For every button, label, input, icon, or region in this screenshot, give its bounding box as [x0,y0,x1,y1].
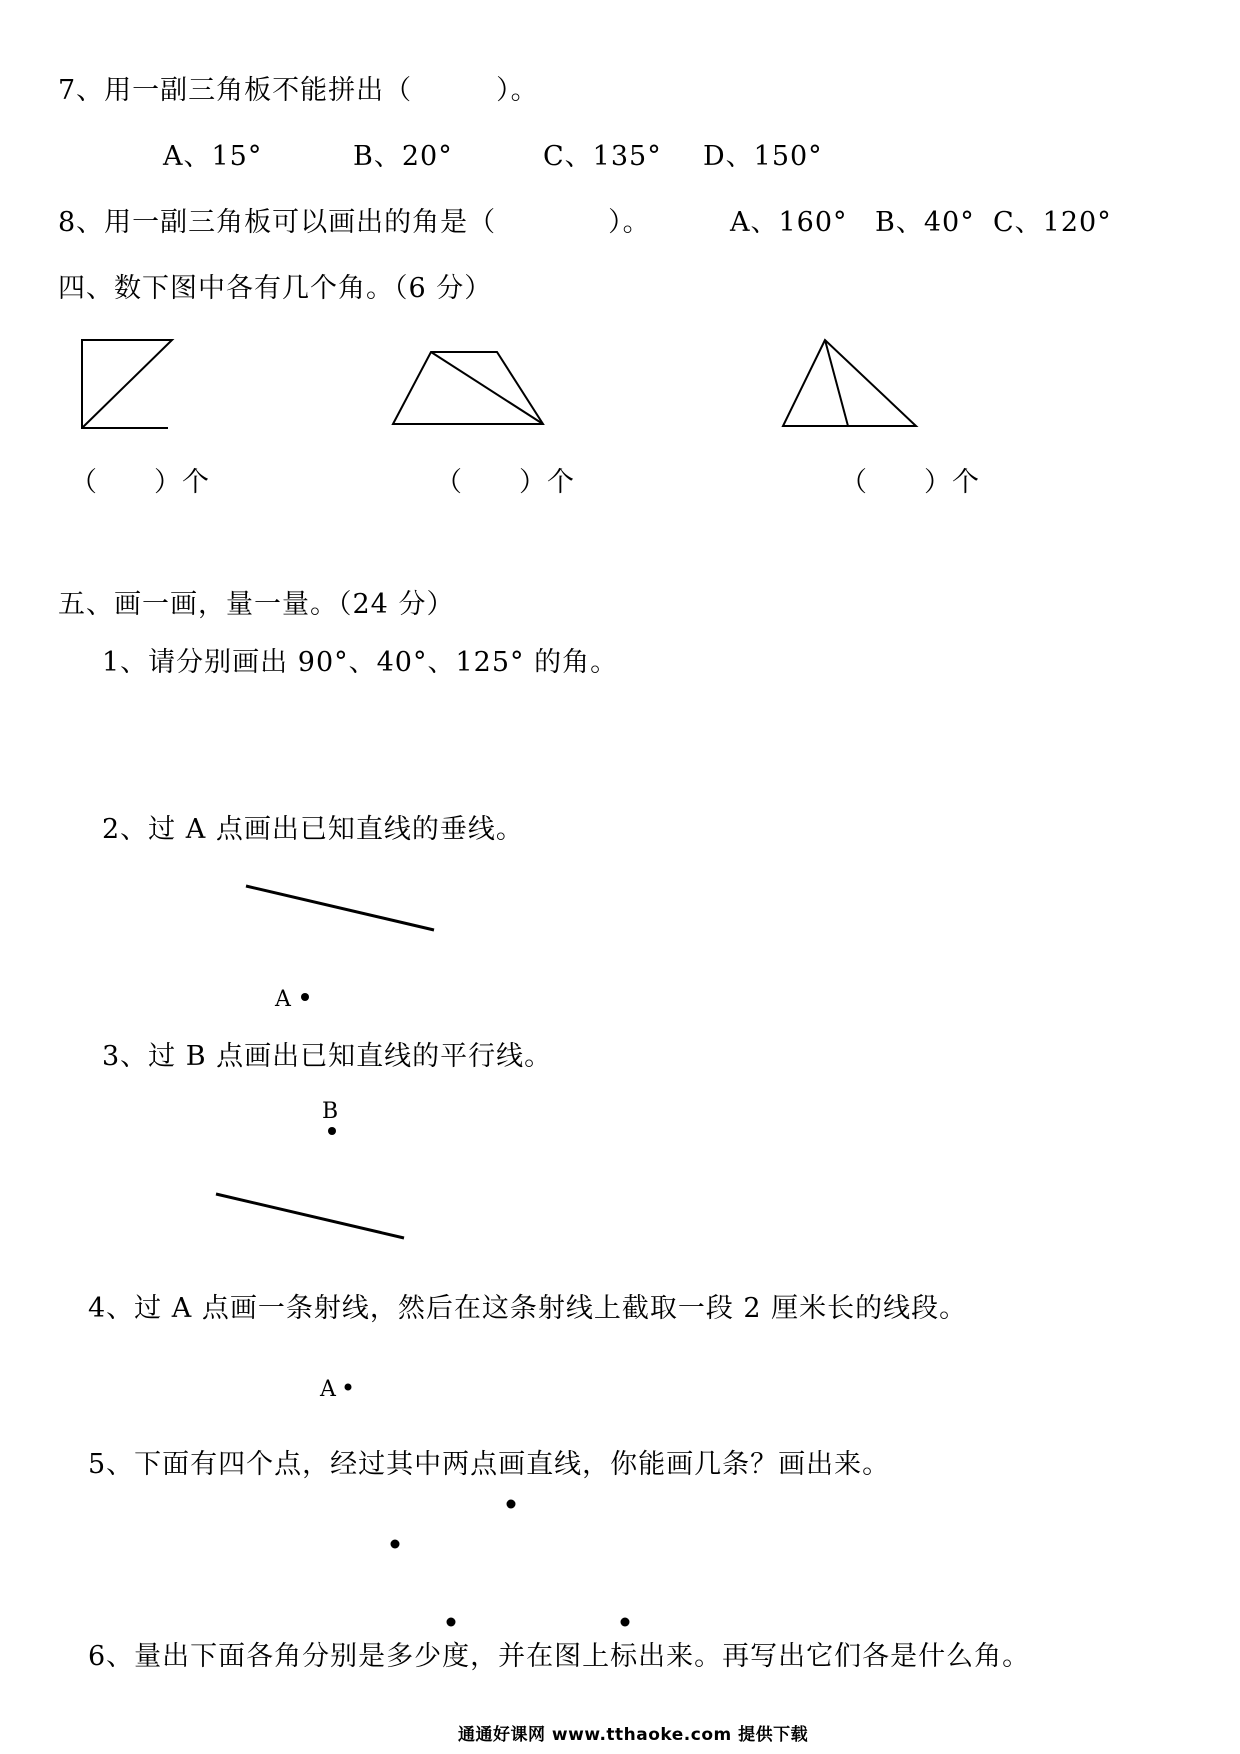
figure-3-answer-blank: （ ）个 [840,467,980,498]
point-a-q4 [341,1380,355,1394]
point-b-q3 [325,1124,339,1138]
question-7: 7、用一副三角板不能拼出（ ）。 [58,75,539,106]
question-8: 8、用一副三角板可以画出的角是（ ）。 [58,207,651,238]
point-a-label-q4: A [320,1377,337,1402]
q8-option-b: B、40° [875,207,975,238]
q7-option-c: C、135° [543,141,662,172]
given-line-q3 [210,1188,410,1248]
figure-2-answer-blank: （ ）个 [435,467,575,498]
section-5-item-1: 1、请分别画出 90°、40°、125° 的角。 [102,647,619,678]
square-with-diagonal-figure [70,330,180,440]
q8-option-a: A、160° [730,207,848,238]
section-5-item-4: 4、过 A 点画一条射线，然后在这条射线上截取一段 2 厘米长的线段。 [88,1293,968,1324]
triangle-with-line-figure [775,332,925,432]
q7-option-a: A、15° [163,141,263,172]
section-5-item-2: 2、过 A 点画出已知直线的垂线。 [102,814,524,845]
q7-option-d: D、150° [703,141,823,172]
point-a-q2 [298,990,312,1004]
q8-option-c: C、120° [993,207,1112,238]
point-b-label-q3: B [322,1099,340,1124]
section-5-item-5: 5、下面有四个点，经过其中两点画直线，你能画几条？画出来。 [88,1449,891,1480]
section-4-heading: 四、数下图中各有几个角。（6 分） [58,273,493,304]
trapezoid-with-diagonal-figure [385,340,555,430]
section-5-item-3: 3、过 B 点画出已知直线的平行线。 [102,1041,553,1072]
section-5-item-6: 6、量出下面各角分别是多少度，并在图上标出来。再写出它们各是什么角。 [88,1641,1031,1672]
page-footer: 通通好课网 www.tthaoke.com 提供下载 [458,1725,809,1745]
four-points-q5 [380,1490,640,1640]
q7-option-b: B、20° [353,141,453,172]
point-a-label-q2: A [275,987,292,1012]
figure-1-answer-blank: （ ）个 [70,467,210,498]
given-line-q2 [240,880,440,940]
section-5-heading: 五、画一画，量一量。（24 分） [58,589,455,620]
